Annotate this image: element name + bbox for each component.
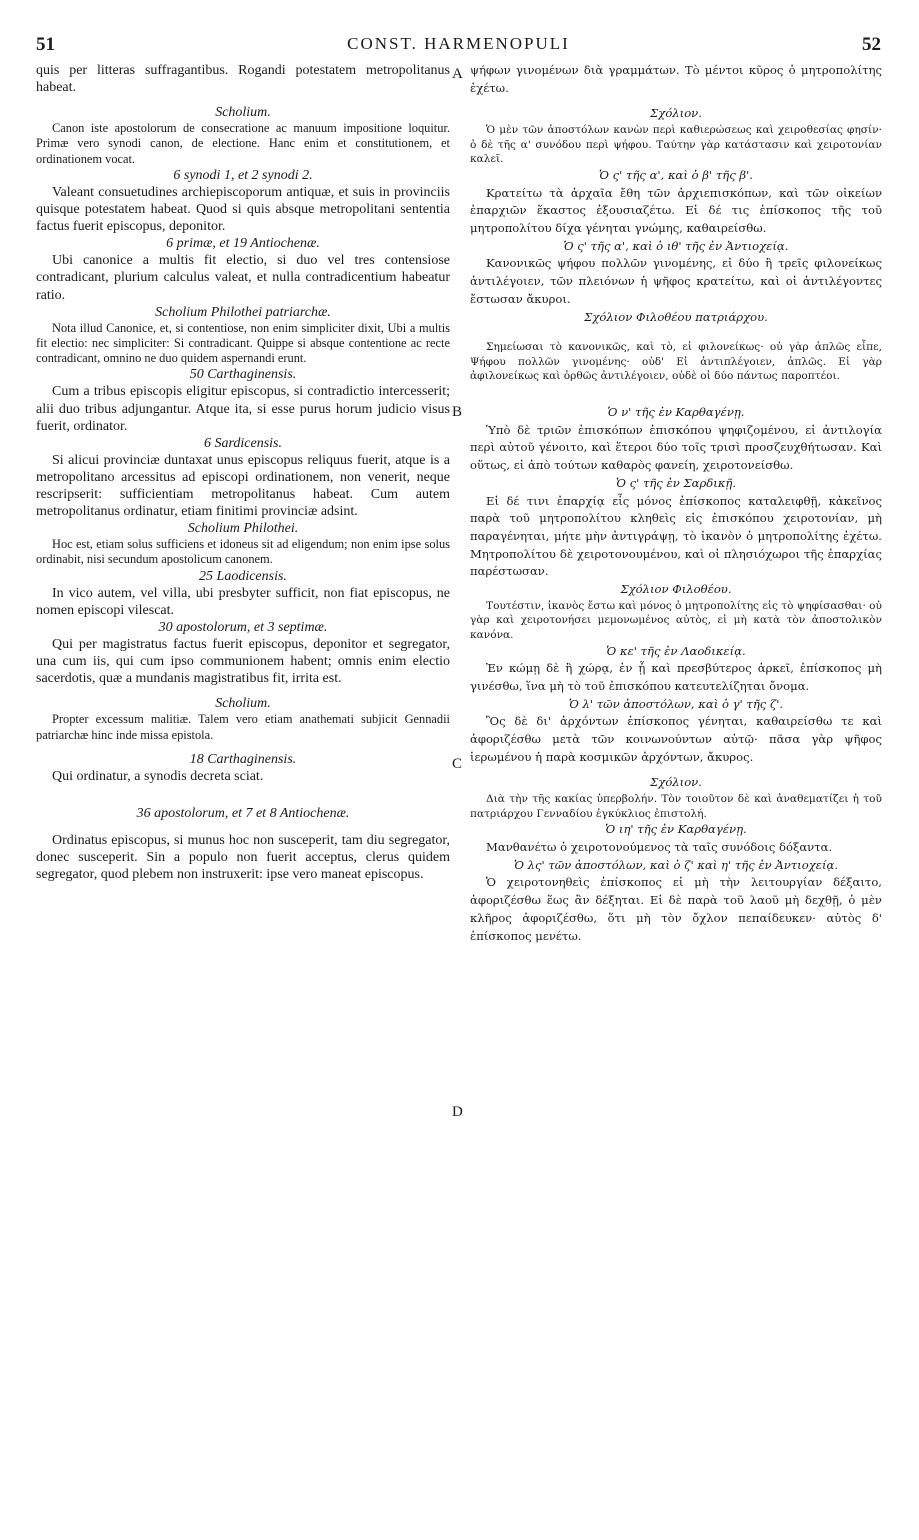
latin-heading: Scholium. — [215, 696, 271, 712]
latin-heading: Scholium Philothei. — [187, 521, 299, 537]
latin-heading: 6 synodi 1, et 2 synodi 2. — [173, 167, 313, 183]
greek-paragraph: Κρατείτω τὰ ἀρχαῖα ἔθη τῶν ἀρχιεπισκόπων, καὶ τῶν οἰκείων ἐπαρχιῶν ἕκαστος ἐξουσιαζέτω. Εἰ δέ τις ἐπίσκοπος τῆς τοῦ μητροπολίτου δίχα γένηται γνώμης, καθαιρείσθω. — [470, 185, 882, 235]
greek-paragraph: Ὃς δὲ δι' ἀρχόντων ἐπίσκοπος γένηται, καθαιρείσθω τε καὶ ἀφοριζέσθω μετὰ τῶν κοινωνούντων αὐτῷ· πᾶσα γὰρ ψῆφος ἱερωμένου ἡ παρὰ κοσμικῶν ἀρχόντων, ἄκυρος. — [470, 714, 882, 764]
greek-paragraph: Ὑπὸ δὲ τριῶν ἐπισκόπων ἐπισκόπου ψηφιζομένου, εἰ ἀντιλογία περὶ αὐτοῦ γένοιτο, καὶ ἕτεροι δύο τοῖς τρισὶ προσζευχθήτωσαν. Καὶ οὕτως, εἰ ἀπὸ τούτων καθαρὸς φανείη, χειροτονείσθω. — [470, 422, 882, 473]
latin-heading: 50 Carthaginensis. — [189, 367, 297, 383]
greek-heading: Ὁ λς' τῶν ἀποστόλων, καὶ ὁ ζ' καὶ η' τῆς ἐν Ἀντιοχείᾳ. — [513, 857, 839, 872]
latin-heading: 6 Sardicensis. — [203, 435, 283, 451]
latin-scholium-text: Nota illud Canonice, et, si contentiose, non enim simpliciter dixit, Ubi a multis fit electio: nec simpliciter: Si contradicant. Quippe si absque contentione ac recte contradicant, omnino ne duo quidem aspernandi erunt. — [36, 320, 450, 366]
latin-paragraph: Qui ordinatur, a synodis decreta sciat. — [52, 768, 264, 784]
latin-paragraph: Cum a tribus episcopis eligitur episcopus, si contradictio intercesserit; alii duo tribus adjungantur. Atque ita, si esse purus horum judicio visus fuerit, ordinator. — [36, 384, 450, 434]
latin-paragraph: Valeant consuetudines archiepiscoporum antiquæ, et suis in provinciis quisque potestatem habeat. Quod si quis absque metropolitani sententia factus fuerit episcopus, deponitor. — [36, 184, 450, 235]
greek-scholion-text: Σημείωσαι τὸ κανονικῶς, καὶ τὸ, εἰ φιλονείκως· οὐ γὰρ ἁπλῶς εἶπε, Ψήφου πολλῶν γινομένης· οὐδ' Εἰ ἀντιπλέγοιεν, ἁπλῶς. Εἰ γὰρ ἀφιλονείκως καὶ ὀρθῶς ἀντιλέγοιεν, οὐδὲ οἱ δύο πάντως παροπτέοι. — [470, 341, 882, 383]
page-header — [36, 34, 881, 58]
latin-paragraph: Si alicui provinciæ duntaxat unus episcopus reliquus fuerit, atque is a metropolitano arcessitus ad episcopi ordinationem, non venerit, neque rescripserit: sufficientiam metropolitanus habeat. Cum autem metropolitanus ordinatur, etiam finitimi provinciæ adsint. — [36, 452, 450, 520]
greek-paragraph: Εἰ δέ τινι ἐπαρχίᾳ εἷς μόνος ἐπίσκοπος καταλειφθῇ, κἀκεῖνος παρὰ τοῦ μητροπολίτου κληθεὶς εἰς ἐπισκόπου χειροτονίαν, μὴ παραγένηται, μήτε μὴν ἀντιγράψῃ, τὸ ἱκανὸν ὁ μητροπολίτης ἐχέτω. Μητροπολίτου δὲ χειροτονουμένου, καὶ οἱ πλησιόχωροι τῆς ἐπαρχίας παρέστωσαν. — [470, 493, 882, 579]
latin-heading: Scholium Philothei patriarchæ. — [155, 304, 331, 320]
greek-heading: Σχόλιον. — [650, 106, 702, 121]
greek-heading: Ὁ λ' τῶν ἀποστόλων, καὶ ὁ γ' τῆς ζ'. — [568, 696, 784, 711]
latin-paragraph: quis per litteras suffragantibus. Rogandi potestatem metropolitanus habeat. — [36, 63, 450, 96]
greek-heading: Ὁ ιη' τῆς ἐν Καρθαγένῃ. — [605, 822, 747, 837]
greek-heading: Ὁ ς' τῆς ἐν Σαρδικῇ. — [615, 475, 737, 490]
latin-paragraph: In vico autem, vel villa, ubi presbyter sufficit, non fiat episcopus, ne nomen episcopi vilescat. — [36, 585, 450, 618]
latin-paragraph: Ubi canonice a multis fit electio, si duo vel tres contensiose contradicant, plurium calculus valeat, et nulla contradicentium habeatur ratio. — [36, 253, 450, 303]
greek-column — [470, 62, 882, 945]
page-number-right: 52 — [862, 34, 881, 55]
latin-heading: 25 Laodicensis. — [199, 568, 287, 584]
greek-paragraph: Ὁ χειροτονηθεὶς ἐπίσκοπος εἰ μὴ τὴν λειτουργίαν δέξαιτο, ἀφοριζέσθω ἕως ἂν δέξηται. Εἰ δὲ παρὰ τοῦ λαοῦ μὴ δεχθῇ, ὁ μὲν κλῆρος ἀφοριζέσθω, ὅτι μὴ τὸν ὄχλον πεπαίδευκεν· αὐτὸς δ' ἐπίσκοπος μενέτω. — [470, 875, 882, 943]
margin-letter-a: A — [452, 66, 463, 82]
greek-heading: Σχόλιον Φιλοθέου πατριάρχου. — [584, 309, 768, 324]
margin-letter-d: D — [452, 1104, 463, 1120]
latin-heading: Scholium. — [215, 105, 271, 121]
latin-heading: 18 Carthaginensis. — [189, 751, 297, 767]
greek-scholion-text: Τουτέστιν, ἱκανὸς ἔστω καὶ μόνος ὁ μητροπολίτης εἰς τὸ ψηφίσασθαι· οὐ γὰρ καὶ χειροτονήσει μεμονωμένος αὐτὸς, εἰ μὴ κατὰ τὸν ἀποστολικὸν κανόνα. — [470, 599, 882, 641]
greek-heading: Σχόλιον Φιλοθέου. — [620, 582, 732, 597]
latin-scholium-text: Propter excessum malitiæ. Talem vero etiam anathemati subjicit Gennadii patriarchæ hinc inde missa epistola. — [36, 712, 450, 742]
latin-heading: 6 primæ, et 19 Antiochenæ. — [166, 236, 320, 252]
latin-heading: 30 apostolorum, et 3 septimæ. — [158, 619, 328, 635]
greek-heading: Ὁ ν' τῆς ἐν Καρθαγένῃ. — [607, 405, 745, 419]
latin-column — [36, 62, 450, 883]
greek-heading: Ὁ κε' τῆς ἐν Λαοδικείᾳ. — [606, 643, 746, 658]
greek-scholion-text: Διὰ τὴν τῆς κακίας ὑπερβολήν. Τὸν τοιοῦτον δὲ καὶ ἀναθεματίζει ἡ τοῦ πατριάρχου Γενναδίου ἐγκύκλιος ἐπιστολή. — [470, 793, 882, 820]
latin-scholium-text: Hoc est, etiam solus sufficiens et idoneus sit ad eligendum; non enim ipse solus ordinabit, nisi secundum apostolicum canonem. — [36, 537, 450, 567]
greek-heading: Ὁ ς' τῆς α', καὶ ὁ β' τῆς β'. — [599, 167, 753, 182]
greek-paragraph: Ἐν κώμῃ δὲ ἢ χώρᾳ, ἐν ᾗ καὶ πρεσβύτερος ἀρκεῖ, ἐπίσκοπος μὴ γινέσθω, ἵνα μὴ τὸ τοῦ ἐπισκόπου κατευτελίζηται ὄνομα. — [470, 661, 882, 693]
greek-heading: Σχόλιον. — [650, 775, 702, 790]
greek-scholion-text: Ὁ μὲν τῶν ἀποστόλων κανὼν περὶ καθιερώσεως καὶ χειροθεσίας φησίν· ὁ δὲ τῆς α' συνόδου περὶ ψήφου. Ταύτην γὰρ κατάστασιν καὶ χειροτονίαν καλεῖ. — [470, 124, 882, 166]
greek-paragraph: Κανονικῶς ψήφου πολλῶν γινομένης, εἰ δύο ἢ τρεῖς φιλονείκως ἀντιλέγοιεν, τῶν πλειόνων ἡ ψῆφος κρατείτω, καὶ οἱ ἀντιλέγοντες ἔστωσαν ἄκυροι. — [470, 256, 882, 306]
greek-paragraph: Μανθανέτω ὁ χειροτονούμενος τὰ ταῖς συνόδοις δόξαντα. — [486, 840, 833, 855]
latin-heading: 36 apostolorum, et 7 et 8 Antiochenæ. — [136, 806, 350, 822]
page-number-left: 51 — [36, 34, 55, 55]
latin-paragraph: Qui per magistratus factus fuerit episcopus, deponitor et segregator, una cum iis, qui cum ipso communionem habent; omnis enim electio sacerdotis, quæ a mundanis magistratibus fit, irrita est. — [36, 637, 450, 687]
greek-heading: Ὁ ς' τῆς α', καὶ ὁ ιθ' τῆς ἐν Ἀντιοχείᾳ. — [563, 238, 789, 253]
margin-letter-b: B — [452, 404, 463, 420]
greek-paragraph: ψήφων γινομένων διὰ γραμμάτων. Τὸ μέντοι κῦρος ὁ μητροπολίτης ἐχέτω. — [470, 63, 882, 95]
latin-scholium-text: Canon iste apostolorum de consecratione ac manuum impositione loquitur. Primæ vero synodi canon, de electione. Hanc enim et constitutionem, et ordinationem vocat. — [36, 121, 450, 166]
running-title: CONST. HARMENOPULI — [347, 34, 570, 53]
margin-letter-c: C — [452, 756, 463, 772]
latin-paragraph: Ordinatus episcopus, si munus hoc non susceperit, tam diu segregator, donec susceperit. Sin a populo non fuerit acceptus, clerus quidem segregator, quod plebem non instruxerit: ipse vero maneat episcopus. — [36, 833, 450, 883]
